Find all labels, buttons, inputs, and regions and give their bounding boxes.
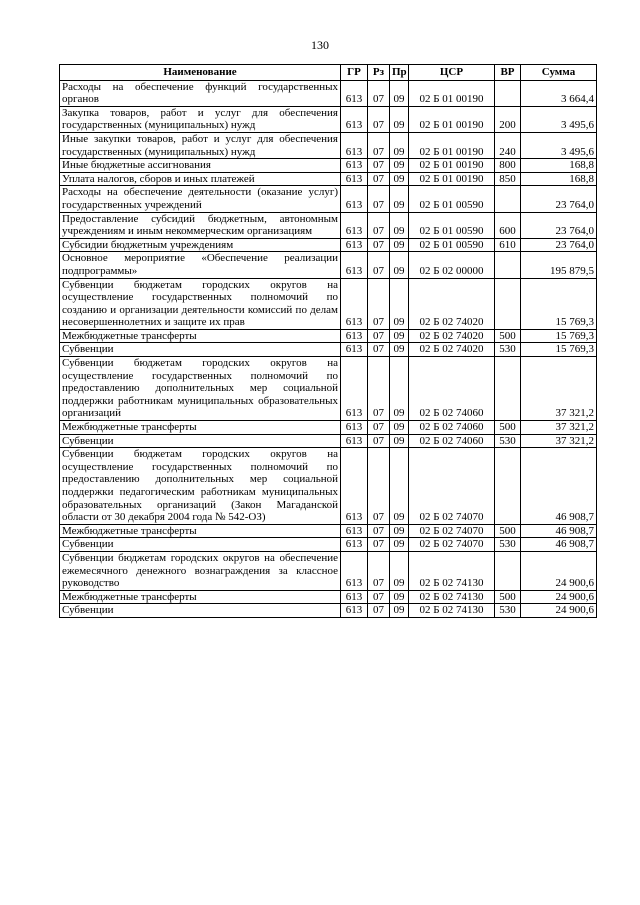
row-vr: [495, 252, 521, 278]
table-row: [60, 604, 597, 618]
row-name: Расходы на обеспечение функций государственных органов: [60, 80, 341, 106]
row-csr: 02 Б 02 74070: [409, 538, 495, 552]
row-pr: 09: [390, 106, 409, 132]
row-sum: 168,8: [521, 172, 597, 186]
row-sum: 24 900,6: [521, 590, 597, 604]
row-sum: 15 769,3: [521, 343, 597, 357]
row-vr: 200: [495, 106, 521, 132]
row-csr: 02 Б 01 00190: [409, 132, 495, 158]
row-rz: 07: [368, 132, 390, 158]
table-row: [60, 106, 597, 132]
row-pr: 09: [390, 159, 409, 173]
row-csr: 02 Б 02 74020: [409, 329, 495, 343]
table-row: [60, 278, 597, 329]
row-csr: 02 Б 01 00590: [409, 238, 495, 252]
row-name: Межбюджетные трансферты: [60, 421, 341, 435]
row-gr: 613: [341, 80, 368, 106]
row-csr: 02 Б 02 74130: [409, 590, 495, 604]
row-csr: 02 Б 02 74020: [409, 278, 495, 329]
row-csr: 02 Б 01 00190: [409, 172, 495, 186]
row-sum: 24 900,6: [521, 551, 597, 590]
row-rz: 07: [368, 343, 390, 357]
row-name: Закупка товаров, работ и услуг для обеспечения государственных (муниципальных) нужд: [60, 106, 341, 132]
row-rz: 07: [368, 434, 390, 448]
row-gr: 613: [341, 186, 368, 212]
row-vr: 500: [495, 329, 521, 343]
row-rz: 07: [368, 252, 390, 278]
header-name: Наименование: [60, 65, 341, 81]
row-rz: 07: [368, 186, 390, 212]
row-sum: 195 879,5: [521, 252, 597, 278]
header-vr: ВР: [495, 65, 521, 81]
row-sum: 46 908,7: [521, 448, 597, 525]
row-csr: 02 Б 01 00190: [409, 80, 495, 106]
row-pr: 09: [390, 551, 409, 590]
row-vr: [495, 80, 521, 106]
row-vr: 500: [495, 524, 521, 538]
row-sum: 168,8: [521, 159, 597, 173]
row-pr: 09: [390, 252, 409, 278]
row-name: Субвенции: [60, 343, 341, 357]
row-pr: 09: [390, 80, 409, 106]
row-name: Иные бюджетные ассигнования: [60, 159, 341, 173]
row-name: Уплата налогов, сборов и иных платежей: [60, 172, 341, 186]
row-rz: 07: [368, 524, 390, 538]
row-name: Субвенции бюджетам городских округов на обеспечение ежемесячного денежного вознаграждения за классное руководство: [60, 551, 341, 590]
row-pr: 09: [390, 329, 409, 343]
row-vr: 530: [495, 604, 521, 618]
table-row: [60, 252, 597, 278]
row-name: Предоставление субсидий бюджетным, автономным учреждениям и иным некоммерческим организациям: [60, 212, 341, 238]
row-gr: 613: [341, 524, 368, 538]
table-row: [60, 238, 597, 252]
row-sum: 3 495,6: [521, 106, 597, 132]
table-header-row: [60, 65, 597, 81]
row-sum: 23 764,0: [521, 238, 597, 252]
row-vr: 500: [495, 421, 521, 435]
row-sum: 37 321,2: [521, 434, 597, 448]
row-gr: 613: [341, 212, 368, 238]
row-sum: 37 321,2: [521, 357, 597, 421]
budget-table: [59, 64, 597, 618]
table-row: [60, 538, 597, 552]
row-name: Межбюджетные трансферты: [60, 329, 341, 343]
row-pr: 09: [390, 238, 409, 252]
table-row: [60, 343, 597, 357]
row-gr: 613: [341, 252, 368, 278]
row-gr: 613: [341, 590, 368, 604]
row-name: Субвенции бюджетам городских округов на осуществление государственных полномочий по предоставлению дополнительных мер социальной поддержки педагогическим работникам муниципальных образовательных организаций (Закон Магаданской области от 30 декабря 2004 года № 542-ОЗ): [60, 448, 341, 525]
row-gr: 613: [341, 357, 368, 421]
row-rz: 07: [368, 278, 390, 329]
table-row: [60, 434, 597, 448]
row-gr: 613: [341, 434, 368, 448]
row-csr: 02 Б 02 74060: [409, 357, 495, 421]
row-vr: 800: [495, 159, 521, 173]
row-vr: [495, 448, 521, 525]
row-sum: 37 321,2: [521, 421, 597, 435]
row-pr: 09: [390, 343, 409, 357]
row-rz: 07: [368, 329, 390, 343]
row-gr: 613: [341, 538, 368, 552]
row-pr: 09: [390, 212, 409, 238]
row-rz: 07: [368, 604, 390, 618]
row-pr: 09: [390, 524, 409, 538]
table-row: [60, 590, 597, 604]
table-row: [60, 329, 597, 343]
row-vr: 240: [495, 132, 521, 158]
row-rz: 07: [368, 80, 390, 106]
row-gr: 613: [341, 604, 368, 618]
row-csr: 02 Б 01 00590: [409, 212, 495, 238]
row-name: Расходы на обеспечение деятельности (оказание услуг) государственных учреждений: [60, 186, 341, 212]
row-rz: 07: [368, 159, 390, 173]
row-gr: 613: [341, 132, 368, 158]
row-sum: 46 908,7: [521, 524, 597, 538]
row-name: Субвенции: [60, 604, 341, 618]
row-sum: 3 495,6: [521, 132, 597, 158]
row-gr: 613: [341, 343, 368, 357]
table-row: [60, 186, 597, 212]
row-sum: 3 664,4: [521, 80, 597, 106]
row-vr: 530: [495, 343, 521, 357]
row-csr: 02 Б 02 00000: [409, 252, 495, 278]
row-rz: 07: [368, 357, 390, 421]
page-number: 130: [311, 38, 329, 52]
row-sum: 15 769,3: [521, 278, 597, 329]
row-pr: 09: [390, 434, 409, 448]
table-row: [60, 524, 597, 538]
row-csr: 02 Б 02 74060: [409, 434, 495, 448]
table-row: [60, 172, 597, 186]
row-name: Межбюджетные трансферты: [60, 590, 341, 604]
row-vr: [495, 186, 521, 212]
row-gr: 613: [341, 329, 368, 343]
row-pr: 09: [390, 421, 409, 435]
row-csr: 02 Б 02 74130: [409, 551, 495, 590]
row-vr: 530: [495, 538, 521, 552]
row-name: Основное мероприятие «Обеспечение реализации подпрограммы»: [60, 252, 341, 278]
row-pr: 09: [390, 604, 409, 618]
header-sum: Сумма: [521, 65, 597, 81]
table-row: [60, 80, 597, 106]
row-pr: 09: [390, 132, 409, 158]
row-vr: 850: [495, 172, 521, 186]
row-csr: 02 Б 01 00190: [409, 159, 495, 173]
row-pr: 09: [390, 172, 409, 186]
row-sum: 23 764,0: [521, 186, 597, 212]
row-rz: 07: [368, 172, 390, 186]
row-name: Субвенции: [60, 434, 341, 448]
row-pr: 09: [390, 186, 409, 212]
row-name: Субвенции бюджетам городских округов на осуществление государственных полномочий по созданию и организации деятельности комиссий по делам несовершеннолетних и защите их прав: [60, 278, 341, 329]
row-rz: 07: [368, 448, 390, 525]
row-name: Субсидии бюджетным учреждениям: [60, 238, 341, 252]
row-gr: 613: [341, 551, 368, 590]
row-sum: 23 764,0: [521, 212, 597, 238]
header-gr: ГР: [341, 65, 368, 81]
table-row: [60, 159, 597, 173]
row-pr: 09: [390, 448, 409, 525]
row-gr: 613: [341, 159, 368, 173]
row-vr: 500: [495, 590, 521, 604]
row-rz: 07: [368, 421, 390, 435]
row-rz: 07: [368, 212, 390, 238]
row-sum: 46 908,7: [521, 538, 597, 552]
row-pr: 09: [390, 357, 409, 421]
row-name: Межбюджетные трансферты: [60, 524, 341, 538]
row-rz: 07: [368, 106, 390, 132]
table-row: [60, 448, 597, 525]
header-rz: Рз: [368, 65, 390, 81]
row-rz: 07: [368, 238, 390, 252]
row-sum: 15 769,3: [521, 329, 597, 343]
row-csr: 02 Б 02 74070: [409, 524, 495, 538]
row-rz: 07: [368, 590, 390, 604]
row-name: Субвенции бюджетам городских округов на осуществление государственных полномочий по предоставлению дополнительных мер социальной поддержки работникам муниципальных образовательных организаций: [60, 357, 341, 421]
row-vr: [495, 278, 521, 329]
row-csr: 02 Б 02 74130: [409, 604, 495, 618]
header-pr: Пр: [390, 65, 409, 81]
table-row: [60, 551, 597, 590]
table-row: [60, 421, 597, 435]
row-csr: 02 Б 02 74020: [409, 343, 495, 357]
row-vr: 600: [495, 212, 521, 238]
row-vr: 610: [495, 238, 521, 252]
row-vr: 530: [495, 434, 521, 448]
row-csr: 02 Б 01 00590: [409, 186, 495, 212]
table-row: [60, 212, 597, 238]
header-csr: ЦСР: [409, 65, 495, 81]
row-vr: [495, 551, 521, 590]
row-pr: 09: [390, 538, 409, 552]
row-vr: [495, 357, 521, 421]
row-gr: 613: [341, 421, 368, 435]
row-gr: 613: [341, 448, 368, 525]
row-gr: 613: [341, 278, 368, 329]
row-gr: 613: [341, 172, 368, 186]
row-rz: 07: [368, 551, 390, 590]
row-csr: 02 Б 02 74060: [409, 421, 495, 435]
row-csr: 02 Б 02 74070: [409, 448, 495, 525]
table-row: [60, 357, 597, 421]
table-row: [60, 132, 597, 158]
row-sum: 24 900,6: [521, 604, 597, 618]
row-gr: 613: [341, 238, 368, 252]
row-rz: 07: [368, 538, 390, 552]
row-name: Субвенции: [60, 538, 341, 552]
row-pr: 09: [390, 278, 409, 329]
row-name: Иные закупки товаров, работ и услуг для обеспечения государственных (муниципальных) нужд: [60, 132, 341, 158]
row-pr: 09: [390, 590, 409, 604]
row-gr: 613: [341, 106, 368, 132]
row-csr: 02 Б 01 00190: [409, 106, 495, 132]
